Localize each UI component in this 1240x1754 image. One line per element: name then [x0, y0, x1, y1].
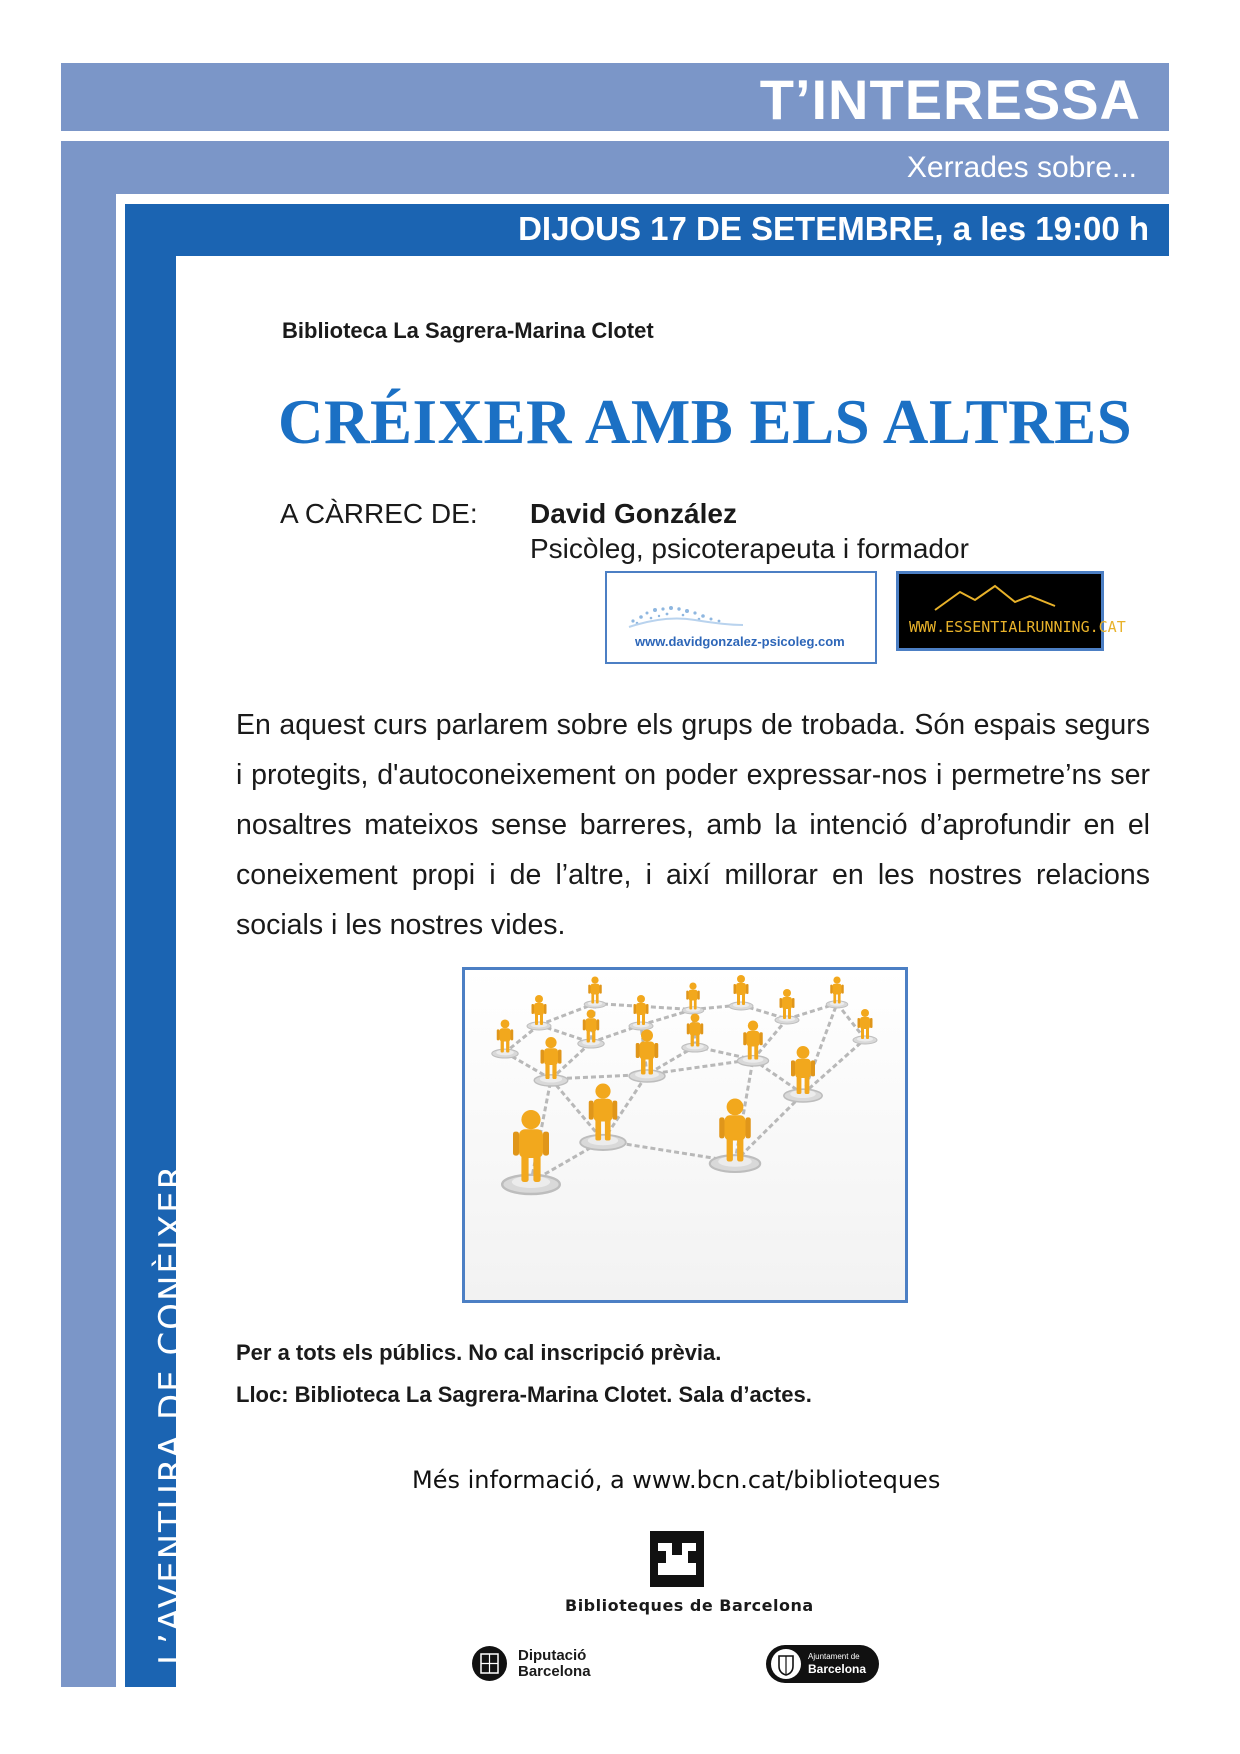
wave-icon [625, 593, 745, 633]
speaker-role: Psicòleg, psicoterapeuta i formador [530, 533, 969, 564]
ajuntament-line1: Ajuntament de [808, 1652, 860, 1661]
libraries-name: Biblioteques de Barcelona [565, 1596, 814, 1615]
series-label: L’AVENTURA DE CONÈIXER [152, 1163, 192, 1665]
network-illustration-svg [465, 970, 905, 1300]
psychologist-website-logo [605, 571, 877, 664]
ajuntament-logo [766, 1645, 879, 1683]
diputacio-name [518, 1648, 591, 1680]
ajuntament-line2: Barcelona [808, 1662, 867, 1676]
audience-note: Per a tots els públics. No cal inscripció prèvia. [236, 1340, 722, 1365]
event-venue: Biblioteca La Sagrera-Marina Clotet [282, 318, 654, 343]
speaker-name: David González [530, 498, 737, 529]
side-frame-gap [116, 194, 125, 1687]
essential-running-logo [896, 571, 1126, 651]
event-date: DIJOUS 17 DE SETEMBRE, a les 19:00 h [518, 210, 1149, 247]
subheader-band [61, 141, 1169, 194]
ajuntament-shield-icon [771, 1649, 801, 1679]
running-url: WWW.ESSENTIALRUNNING.CAT [909, 618, 1126, 636]
book-icon [650, 1531, 704, 1587]
diputacio-line2: Barcelona [518, 1663, 591, 1680]
people-network-illustration [462, 967, 908, 1303]
diputacio-emblem-icon [472, 1646, 507, 1681]
event-title: CRÉIXER AMB ELS ALTRES [278, 387, 1133, 457]
diputacio-logo [472, 1646, 507, 1681]
more-info-text: Més informació, a www.bcn.cat/biblioteques [412, 1466, 941, 1494]
date-band [125, 204, 1169, 256]
side-frame-outer [61, 194, 116, 1687]
event-description: En aquest curs parlarem sobre els grups de trobada. Són espais segurs i protegits, d'autoconeixement on poder expressar-nos i permetre’ns ser nosaltres mateixos sense barreres, amb la intenció d’aprofundir en el coneixement propi i de l’altre, i així millorar en les nostres relacions socials i les nostres vides. [236, 709, 1150, 941]
header-band [61, 63, 1169, 131]
header-subtitle: Xerrades sobre... [906, 151, 1137, 184]
mountain-icon [905, 578, 1095, 618]
diputacio-line1: Diputació [518, 1647, 587, 1664]
website-url: www.davidgonzalez-psicoleg.com [635, 634, 845, 649]
location-note: Lloc: Biblioteca La Sagrera-Marina Clotet. Sala d’actes. [236, 1382, 812, 1407]
header-title: T’INTERESSA [759, 68, 1141, 131]
speaker-label: A CÀRREC DE: [280, 498, 478, 529]
libraries-logo [650, 1531, 704, 1587]
